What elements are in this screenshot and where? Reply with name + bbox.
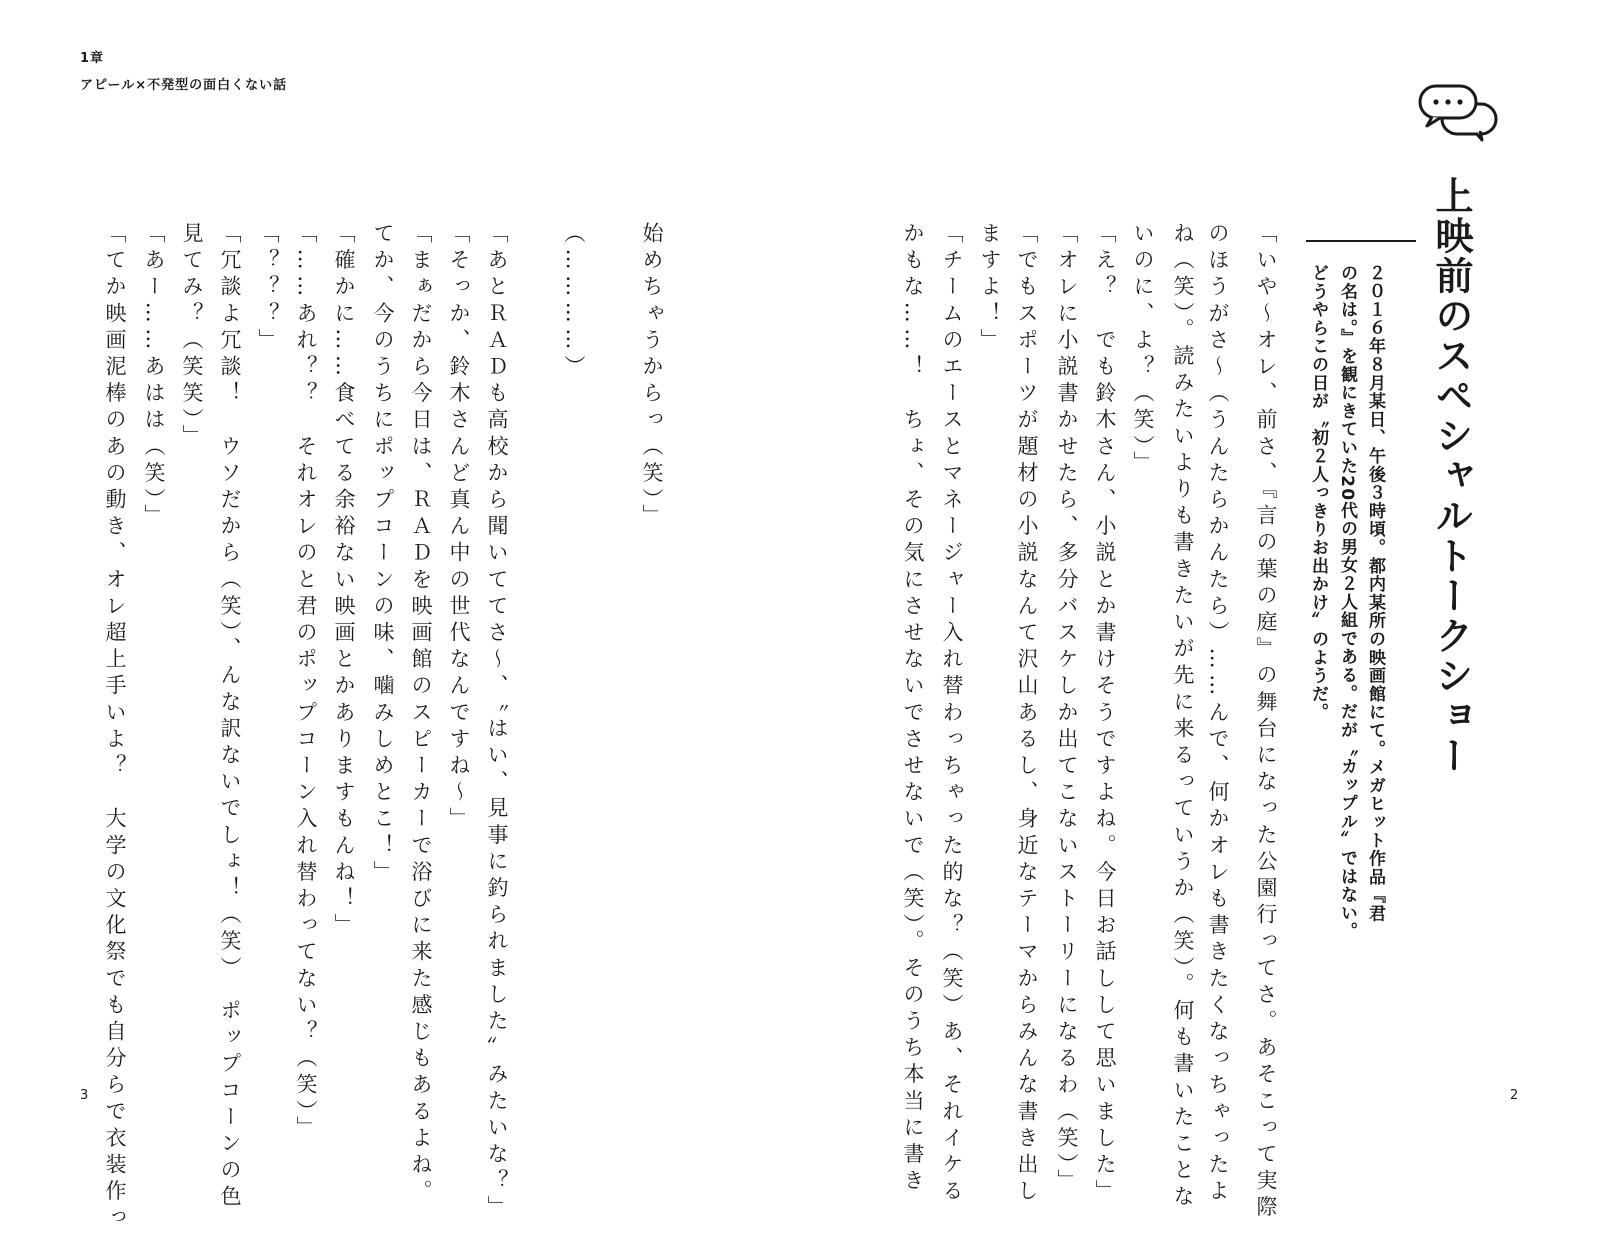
- section-heading: 上映前のスペシャルトークショー: [1429, 176, 1473, 776]
- body-line: 「まぁだから今日は、ＲＡＤを映画館のスピーカーで浴びに来た感じもあるよね。: [409, 222, 433, 1207]
- body-line: 「オレに小説書かせたら、多分バスケしか出てこないストーリーになるわ（笑）」: [1055, 222, 1079, 1196]
- body-line: 「いや〜オレ、前さ、『言の葉の庭』の舞台になった公園行ってさ。あそこって実際: [1254, 222, 1278, 1223]
- body-line: 「冗談よ冗談！ ウソだから（笑）、んな訳ないでしょ！（笑） ポップコーンの色: [218, 222, 242, 1212]
- lead-line: どうやらこの日が〝初２人っきりお出かけ〟のようだ。: [1308, 264, 1328, 722]
- body-line: かもな……！ ちょ、その気にさせないでさせないで（笑）。そのうち本当に書き: [901, 222, 925, 1196]
- body-line: 「てか映画泥棒のあの動き、オレ超上手いよ？ 大学の文化祭でも自分らで衣装作っ: [103, 222, 127, 1233]
- body-line: 「チームのエースとマネージャー入れ替わっちゃった的な？（笑）あ、それイケる: [940, 222, 964, 1207]
- body-line: 「あー……あはは（笑）」: [142, 222, 166, 531]
- body-line: 始めちゃうからっ（笑）」: [640, 222, 664, 531]
- chapter-title: アピール×不発型の面白くない話: [80, 78, 288, 93]
- body-line: 「あとＲＡＤも高校から聞いててさ〜、〝はい、見事に釣られました〟みたいな？」: [485, 222, 509, 1223]
- lead-line: ２０１６年８月某日、午後３時頃。都内某所の映画館にて。メガヒット作品『君: [1365, 264, 1385, 923]
- lead-line: の名は。』を観にきていた20代の男女２人組である。だが〝カップル〟ではない。: [1337, 264, 1357, 941]
- body-line: 「……あれ？？ それオレのと君のポップコーン入れ替わってない？（笑）」: [294, 222, 318, 1143]
- body-line: のほうがさ〜（うんたらかんたら）……んで、何かオレも書きたくなっちゃったよ: [1206, 222, 1230, 1207]
- page-number-right: 2: [1510, 1088, 1519, 1103]
- body-line: ますよ！」: [978, 222, 1002, 355]
- body-line: 「え？ でも鈴木さん、小説とか書けそうですよね。今日お話しして思いました」: [1093, 222, 1117, 1207]
- heading-rule: [1306, 240, 1416, 242]
- body-line: ね（笑）。読みたいよりも書きたいが先に来るっていうか（笑）。何も書いたことな: [1171, 222, 1195, 1212]
- running-head: [80, 52, 287, 92]
- body-line: （…………）: [562, 222, 586, 382]
- page-number-left: 3: [80, 1088, 89, 1103]
- body-line: いのに、よ？（笑）」: [1131, 222, 1155, 478]
- body-line: 「でもスポーツが題材の小説なんて沢山あるし、身近なテーマからみんな書き出し: [1015, 222, 1039, 1207]
- body-line: 「そっか、鈴木さんど真ん中の世代なんですね〜」: [447, 222, 471, 834]
- body-line: 「確かに……食べてる余裕ない映画とかありますもんね！」: [332, 222, 356, 941]
- body-line: 見てみ？（笑笑）」: [180, 222, 204, 451]
- body-line: 「？？？」: [256, 222, 280, 355]
- body-line: てか、今のうちにポップコーンの味、噛みしめとこ！」: [371, 222, 395, 887]
- chapter-label: 1章: [80, 51, 105, 66]
- speech-bubbles-icon: [1418, 84, 1500, 142]
